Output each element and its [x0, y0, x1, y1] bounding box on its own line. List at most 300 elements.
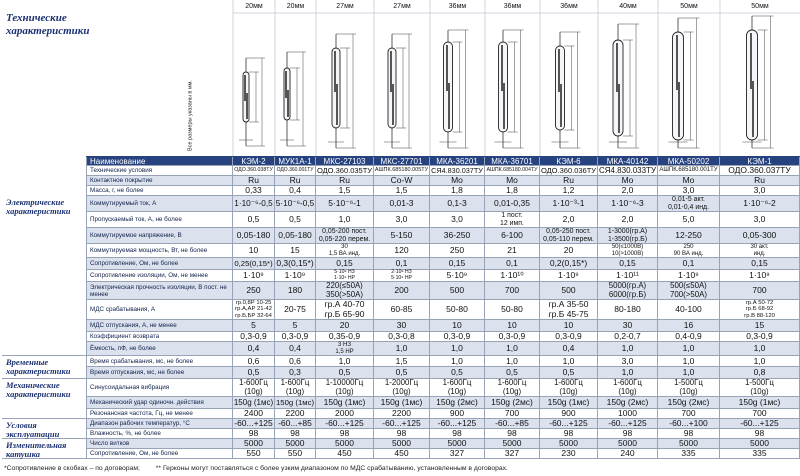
column-header-7 — [540, 157, 598, 165]
table-row — [86, 332, 800, 342]
value-cell — [658, 409, 720, 418]
value-cell — [598, 186, 658, 195]
row-label: Механический удар одиночн. действия — [90, 399, 204, 406]
value-cell — [275, 342, 316, 355]
header-row — [86, 156, 800, 166]
value-cell — [316, 419, 374, 428]
value-cell — [720, 212, 800, 227]
row-label: Сопротивление, Ом, не более — [90, 450, 179, 457]
value-cell — [275, 244, 316, 257]
section-timing: Временные характеристики — [2, 356, 86, 379]
value-cell — [316, 397, 374, 408]
value-cell — [430, 379, 485, 396]
cell-value: ОДО.360.035ТУ — [316, 166, 373, 175]
cell-value: 2000 — [335, 408, 354, 418]
glass-tube — [388, 48, 396, 128]
cell-value: 5,0 — [682, 214, 695, 224]
value-cell — [275, 379, 316, 396]
row-label: Коммутируемая мощность, Вт, не более — [90, 247, 208, 254]
cell-value: 1-500Гц (10g) — [674, 378, 703, 396]
value-cell — [540, 449, 598, 458]
cell-value: 1·10¹⁰ — [500, 270, 524, 280]
row-label-cell — [86, 196, 233, 211]
row-label: Масса, г, не более — [90, 187, 144, 194]
value-cell — [658, 429, 720, 438]
cell-value: 1·10¹¹ — [616, 270, 639, 280]
cell-value: 5·10⁹ — [446, 270, 468, 280]
cell-value: 2,0 — [621, 185, 634, 195]
cell-value: -60...+85 — [278, 418, 312, 428]
cell-value: Co-W — [390, 175, 413, 185]
value-cell — [374, 439, 430, 448]
value-cell — [430, 196, 485, 211]
value-cell — [598, 300, 658, 319]
cell-value: 1,0 — [395, 343, 408, 353]
value-cell — [316, 176, 374, 185]
row-label-cell — [86, 342, 233, 355]
cell-value: Mo — [682, 175, 695, 185]
cell-value: 1,2 — [562, 185, 575, 195]
cell-value: 1·10⁹ — [749, 270, 770, 280]
value-cell — [598, 439, 658, 448]
value-cell — [275, 282, 316, 299]
value-cell — [485, 176, 540, 185]
cell-value: 0,4 — [289, 185, 301, 195]
cell-value: 98 — [754, 428, 765, 438]
value-cell — [275, 449, 316, 458]
value-cell — [598, 342, 658, 355]
value-cell — [485, 356, 540, 366]
value-cell — [598, 270, 658, 281]
value-cell — [658, 300, 720, 319]
value-cell — [485, 367, 540, 378]
value-cell — [540, 320, 598, 331]
cell-value: 1 пост. 12 имп. — [500, 212, 524, 227]
value-cell — [233, 379, 275, 396]
cell-value: 250 90 ВА инд. — [673, 244, 704, 257]
cell-value: 5000(гр.А) 6000(гр.Б) — [608, 281, 647, 299]
row-label-cell — [86, 367, 233, 378]
cell-value: 0,1 — [682, 258, 695, 268]
value-cell — [720, 439, 800, 448]
value-cell — [374, 409, 430, 418]
value-cell — [233, 356, 275, 366]
cell-value: 3,0 — [621, 355, 634, 366]
section-electrical: Электрические характеристики — [2, 196, 86, 356]
cell-value: 450 — [394, 448, 409, 458]
value-cell — [430, 429, 485, 438]
value-cell — [658, 282, 720, 299]
value-cell — [540, 419, 598, 428]
cell-value: 0,1-3 — [447, 198, 467, 208]
cell-value: 150g (1мс) — [275, 398, 315, 407]
value-cell — [658, 258, 720, 269]
value-cell — [658, 397, 720, 408]
cell-value: 2200 — [285, 408, 305, 418]
cell-value: 450 — [337, 448, 352, 458]
cell-value: 0,25(0,15*) — [234, 259, 273, 268]
table-row — [86, 196, 800, 212]
section-operating-conditions: Условия эксплуатации — [2, 419, 86, 439]
value-cell — [720, 419, 800, 428]
cell-value: 700 — [752, 285, 767, 295]
value-cell — [374, 367, 430, 378]
cell-value: 0,35-0,9 — [328, 331, 361, 341]
cell-value: 0,4-0,9 — [675, 331, 702, 341]
cell-value: 0,33 — [245, 185, 262, 195]
cell-value: 2·10⁹ НЗ 5·10⁹ НР — [391, 269, 412, 281]
value-cell — [540, 244, 598, 257]
value-cell — [720, 270, 800, 281]
value-cell — [598, 429, 658, 438]
value-cell — [316, 449, 374, 458]
cell-value: 2400 — [244, 408, 263, 418]
cell-value: 1,0 — [682, 355, 695, 366]
section-coil: Изменительная катушка — [2, 439, 86, 459]
value-cell — [485, 300, 540, 319]
value-cell — [485, 244, 540, 257]
value-cell — [598, 409, 658, 418]
value-cell — [275, 397, 316, 408]
cell-value: 0,6 — [289, 355, 301, 366]
value-cell — [374, 379, 430, 396]
cell-value: 0,01-0,35 — [494, 198, 530, 208]
cell-value: 0,5 — [506, 367, 518, 377]
value-cell — [720, 282, 800, 299]
value-cell — [233, 166, 275, 175]
value-cell — [374, 419, 430, 428]
cell-value: 5000 — [285, 438, 305, 448]
row-label: МДС срабатывания, А — [90, 306, 156, 313]
cell-value: 30 — [622, 320, 633, 330]
reed-switch-drawing-2 — [280, 52, 306, 146]
value-cell — [316, 439, 374, 448]
value-cell — [316, 320, 374, 331]
reed-switch-drawing-1 — [239, 58, 265, 146]
value-cell — [430, 449, 485, 458]
value-cell — [720, 244, 800, 257]
value-cell — [316, 212, 374, 227]
cell-value: 50-80 — [501, 304, 523, 314]
value-cell — [275, 356, 316, 366]
cell-value: 1,0 — [562, 355, 575, 366]
cell-value: АШПК.685180.001ТУ — [659, 167, 718, 173]
row-label: Влажность, %, не более — [90, 430, 161, 437]
column-header-6 — [485, 157, 540, 165]
value-cell — [275, 166, 316, 175]
cell-value: 1,5 — [338, 185, 351, 195]
value-cell — [275, 270, 316, 281]
model-name: МКА-50202 — [667, 156, 710, 166]
table-row — [86, 212, 800, 228]
value-cell — [540, 228, 598, 243]
table-row — [86, 228, 800, 244]
value-cell — [374, 270, 430, 281]
cell-value: гр.А 35-50 гр.Б 45-75 — [548, 299, 589, 319]
size-label-1: 20мм — [245, 3, 263, 10]
row-label: МДС отпускания, А, не менее — [90, 322, 177, 329]
cell-value: 3,0 — [451, 214, 463, 224]
value-cell — [598, 282, 658, 299]
value-cell — [485, 419, 540, 428]
reed-switch-drawing-7 — [552, 32, 581, 148]
value-cell — [233, 244, 275, 257]
cell-value: 0,3-0,9 — [281, 331, 309, 341]
cell-value: 0,5 — [247, 214, 260, 224]
value-cell — [430, 228, 485, 243]
value-cell — [540, 439, 598, 448]
cell-value: 5000 — [502, 438, 522, 448]
cell-value: 1,0 — [506, 343, 518, 353]
cell-value: 1·10⁹ — [558, 270, 579, 280]
value-cell — [485, 429, 540, 438]
row-label: Ёмкость, пФ, не более — [90, 345, 156, 352]
value-cell — [540, 356, 598, 366]
row-label-cell — [86, 439, 233, 448]
value-cell — [275, 176, 316, 185]
cell-value: 700 — [504, 408, 520, 418]
cell-value: 2200 — [392, 408, 411, 418]
row-label-cell — [86, 379, 233, 396]
cell-value: 3,0 — [395, 214, 408, 224]
cell-value: 150g (2мс) — [436, 397, 478, 407]
value-cell — [598, 356, 658, 366]
glass-tube — [747, 30, 758, 140]
cell-value: 1,0 — [338, 214, 351, 224]
value-cell — [720, 379, 800, 396]
value-cell — [485, 342, 540, 355]
cell-value: 240 — [620, 448, 635, 458]
row-label-cell — [86, 258, 233, 269]
cell-value: АШПК.685180.005ТУ — [374, 167, 429, 173]
value-cell — [233, 212, 275, 227]
value-cell — [430, 342, 485, 355]
row-label: Электрическая прочность изоляции, В пост. не менее — [90, 283, 227, 298]
cell-value: 60-85 — [390, 304, 413, 314]
value-cell — [658, 176, 720, 185]
row-label: Синусоидальная вибрация — [90, 384, 170, 391]
glass-tube — [613, 40, 623, 136]
value-cell — [374, 282, 430, 299]
glass-tube — [243, 72, 249, 122]
cell-value: 6-100 — [501, 230, 523, 240]
value-cell — [598, 244, 658, 257]
column-header-1 — [233, 157, 275, 165]
value-cell — [430, 332, 485, 341]
value-cell — [485, 228, 540, 243]
value-cell — [374, 429, 430, 438]
value-cell — [485, 270, 540, 281]
dimension-note: Все размеры указаны в мм. — [187, 80, 194, 151]
value-cell — [658, 356, 720, 366]
cell-value: -60...+125 — [437, 418, 477, 428]
cell-value: 700 — [504, 285, 520, 295]
size-label-3: 27мм — [336, 3, 354, 10]
value-cell — [598, 320, 658, 331]
value-cell — [430, 186, 485, 195]
cell-value: гр.А 50-72 гр.Б 68-92 гр.В 88-120 — [744, 300, 775, 319]
value-cell — [430, 397, 485, 408]
value-cell — [316, 300, 374, 319]
cell-value: 30 — [396, 320, 407, 330]
value-cell — [598, 258, 658, 269]
row-label-cell — [86, 228, 233, 243]
cell-value: 50(≤1000В) 10(>1000В) — [611, 244, 644, 257]
column-header-8 — [598, 157, 658, 165]
cell-value: Ru — [339, 175, 350, 185]
cell-value: 30 1,5 ВА инд. — [328, 244, 361, 257]
cell-value: 0,2(0,15*) — [549, 258, 588, 268]
value-cell — [485, 282, 540, 299]
value-cell — [233, 320, 275, 331]
cell-value: 21 — [507, 245, 517, 255]
cell-value: 1,0 — [753, 343, 766, 353]
cell-value: 5·10⁻⁶-0,5 — [275, 199, 315, 208]
cell-value: 150g (1мс) — [380, 397, 423, 407]
value-cell — [598, 449, 658, 458]
cell-value: 150g (2мс) — [491, 397, 533, 407]
value-cell — [374, 176, 430, 185]
value-cell — [485, 320, 540, 331]
cell-value: 1-3000(гр.А) 1-3500(гр.Б) — [607, 228, 648, 243]
cell-value: 150g (1мс) — [738, 397, 781, 407]
cell-value: 700 — [752, 408, 767, 418]
cell-value: 0,6 — [247, 355, 260, 366]
header-label-cell — [86, 157, 233, 165]
cell-value: 1-600Гц (10g) — [554, 378, 583, 396]
row-label-cell — [86, 300, 233, 319]
cell-value: 98 — [290, 428, 300, 438]
cell-value: 0,05-180 — [236, 230, 271, 240]
value-cell — [374, 196, 430, 211]
cell-value: 250 — [246, 285, 261, 295]
cell-value: 120 — [394, 245, 409, 255]
value-cell — [540, 282, 598, 299]
value-cell — [540, 397, 598, 408]
value-cell — [374, 356, 430, 366]
value-cell — [720, 332, 800, 341]
cell-value: ОДО.360.038ТУ — [234, 167, 273, 173]
cell-value: 327 — [449, 448, 465, 458]
value-cell — [430, 176, 485, 185]
cell-value: 0,1 — [395, 258, 408, 268]
value-cell — [540, 342, 598, 355]
cell-value: -60...+125 — [325, 418, 364, 428]
value-cell — [485, 196, 540, 211]
cell-value: 150g (1мс) — [547, 397, 590, 407]
cell-value: 3,0 — [682, 185, 695, 195]
cell-value: 1,8 — [451, 185, 463, 195]
value-cell — [430, 282, 485, 299]
model-name: МУК1А-1 — [278, 156, 312, 166]
value-cell — [658, 342, 720, 355]
cell-value: 230 — [561, 448, 576, 458]
value-cell — [316, 270, 374, 281]
reed-switch-drawing-10 — [743, 16, 774, 148]
cell-value: 5·10⁹ НЗ 1·10⁹ НР — [334, 269, 355, 281]
value-cell — [540, 379, 598, 396]
size-label-9: 50мм — [680, 3, 698, 10]
cell-value: 5000 — [750, 438, 769, 448]
cell-value: 700 — [681, 408, 696, 418]
value-cell — [540, 429, 598, 438]
cell-value: 20-75 — [284, 304, 306, 314]
model-name: КЭМ-6 — [556, 156, 581, 166]
cell-value: 98 — [683, 428, 694, 438]
cell-value: ОДО.360.001ТУ — [276, 167, 314, 173]
value-cell — [275, 419, 316, 428]
model-name: МКС-27701 — [380, 156, 423, 166]
value-cell — [374, 186, 430, 195]
row-label-cell — [86, 332, 233, 341]
page-title: Технические характеристики — [6, 12, 90, 37]
cell-value: 1,0 — [451, 343, 463, 353]
cell-value: 98 — [339, 428, 350, 438]
value-cell — [275, 367, 316, 378]
value-cell — [720, 258, 800, 269]
cell-value: 0,05-300 — [742, 230, 777, 240]
cell-value: 250 — [449, 245, 465, 255]
row-label-cell — [86, 320, 233, 331]
value-cell — [316, 332, 374, 341]
cell-value: 0,05-180 — [278, 230, 312, 240]
column-header-4 — [374, 157, 430, 165]
value-cell — [275, 196, 316, 211]
value-cell — [316, 196, 374, 211]
value-cell — [485, 449, 540, 458]
cell-value: 1,8 — [506, 185, 518, 195]
cell-value: 335 — [752, 448, 767, 458]
header-label: Наименование — [90, 156, 146, 166]
size-label-7: 36мм — [560, 3, 578, 10]
table-row — [86, 244, 800, 258]
cell-value: -60...+125 — [234, 418, 273, 428]
cell-value: Mo — [621, 175, 634, 185]
value-cell — [233, 300, 275, 319]
row-label-cell — [86, 429, 233, 438]
cell-value: 335 — [681, 448, 696, 458]
value-cell — [430, 212, 485, 227]
value-cell — [233, 258, 275, 269]
cell-value: 10 — [563, 320, 574, 330]
cell-value: 0,5 — [451, 367, 463, 377]
cell-value: 5000 — [679, 438, 698, 448]
cell-value: 40-100 — [675, 304, 702, 314]
cell-value: 5000 — [244, 438, 263, 448]
value-cell — [658, 439, 720, 448]
cell-value: 900 — [561, 408, 576, 418]
value-cell — [316, 429, 374, 438]
value-cell — [658, 166, 720, 175]
cell-value: 1,0 — [451, 355, 463, 366]
value-cell — [720, 409, 800, 418]
row-label: Время отпускания, мс, не более — [90, 369, 185, 376]
row-label-cell — [86, 270, 233, 281]
value-cell — [275, 228, 316, 243]
cell-value: 80-180 — [614, 304, 641, 314]
cell-value: 36-250 — [443, 230, 471, 240]
value-cell — [430, 244, 485, 257]
cell-value: 1,0 — [682, 343, 695, 353]
value-cell — [374, 449, 430, 458]
spec-table — [86, 156, 800, 459]
value-cell — [374, 166, 430, 175]
value-cell — [233, 270, 275, 281]
cell-value: 5000 — [618, 438, 637, 448]
value-cell — [233, 282, 275, 299]
cell-value: 5 — [251, 320, 256, 330]
cell-value: 180 — [287, 285, 303, 295]
